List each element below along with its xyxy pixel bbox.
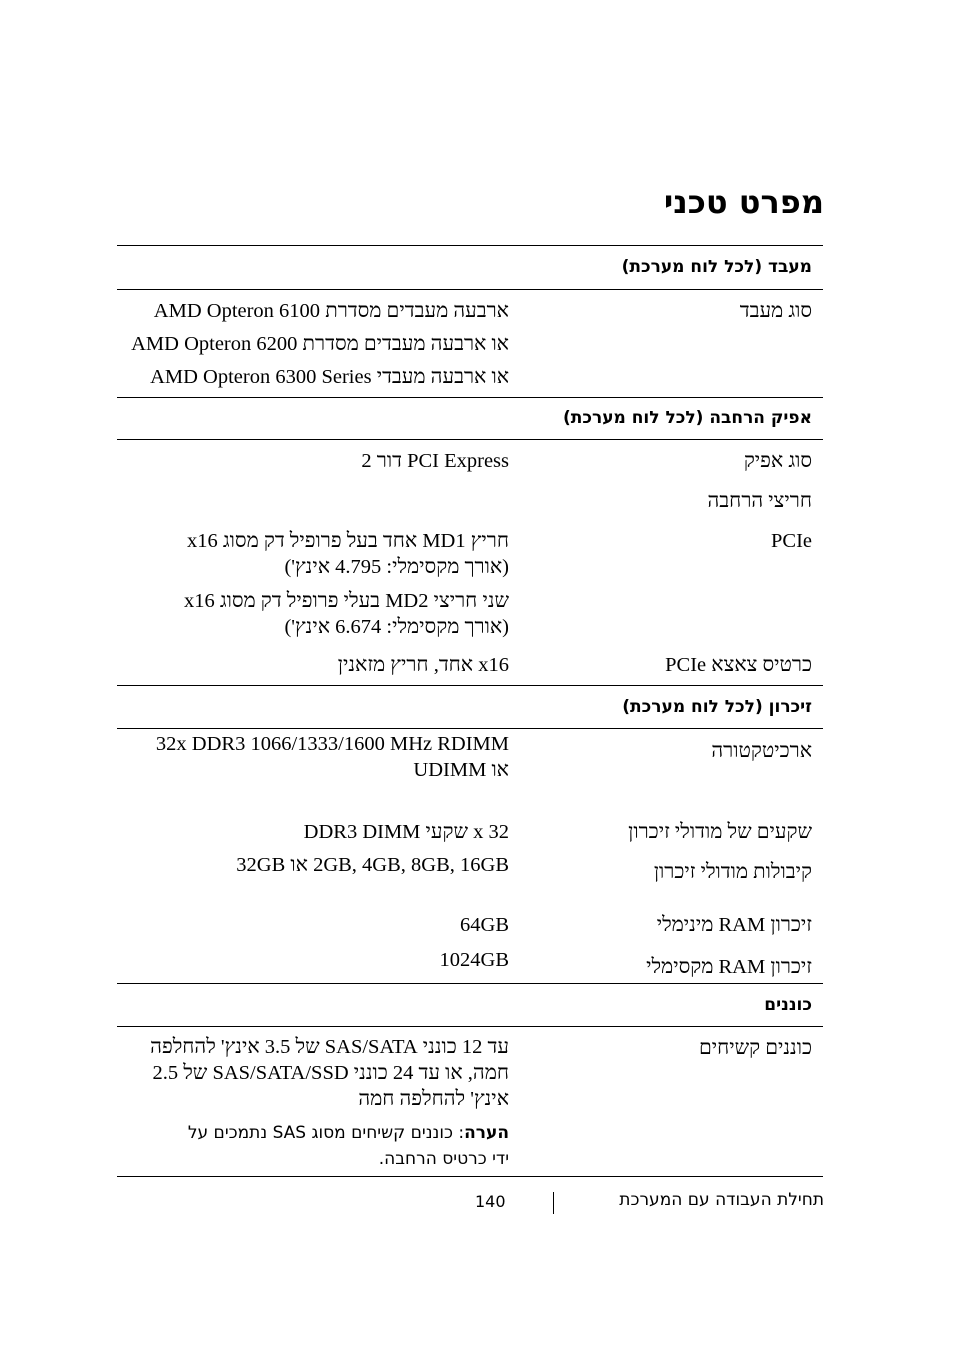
pcie-md1-line: חריץ MD1 אחד בעל פרופיל דק מסוג x16 [187,530,509,552]
pcie-md1-value [109,528,509,580]
table-rule [117,685,823,686]
memory-architecture-line: או UDIMM [413,759,509,781]
hard-drives-value [109,1034,509,1112]
hard-drives-line: אינץ' להחלפה חמה [358,1088,509,1110]
memory-sockets-label: שקעים של מודולי זיכרון [628,821,812,843]
processor-type-value: ארבעה מעבדים מסדרת AMD Opteron 6100 [153,300,509,322]
mezzanine-value: x16 אחד, חריץ מזאנין [337,654,509,676]
pcie-md1-line: (אורך מקסימלי: 4.795 אינץ') [284,556,509,578]
memory-architecture-value [109,731,509,783]
section-heading-processor: מעבד (לכל לוח מערכת) [621,257,812,277]
table-rule [117,439,823,440]
memory-architecture-label: ארכיטקטורה [711,740,812,762]
hard-drives-line: חמה, או עד 24 כונני SAS/SATA/SSD של 2.5 [152,1062,509,1084]
expansion-slots-label: חריצי הרחבה [707,490,812,512]
pcie-label: PCIe [771,530,812,552]
pcie-md2-line: (אורך מקסימלי: 6.674 אינץ') [284,616,509,638]
mezzanine-label: כרטיס צאצא PCIe [665,654,812,676]
processor-type-label: סוג מעבד [739,300,812,322]
section-heading-memory: זיכרון (לכל לוח מערכת) [622,697,812,717]
note-label: הערה [464,1123,509,1143]
max-ram-value: 1024GB [439,949,509,971]
table-rule [117,1026,823,1027]
pcie-md2-value [109,588,509,640]
drives-note [109,1120,509,1172]
note-text: : כוננים קשיחים מסוג SAS נתמכים על [187,1123,465,1143]
table-rule [117,397,823,398]
module-capacities-label: קיבולות מודולי זיכרון [653,861,812,883]
hard-drives-label: כוננים קשיחים [698,1037,812,1059]
table-rule [117,1176,823,1177]
processor-type-value: או ארבעה מעבדי AMD Opteron 6300 Series [150,366,509,388]
min-ram-value: 64GB [460,914,509,936]
bus-type-label: סוג אפיק [743,450,812,472]
bus-type-value: PCI Express דור 2 [361,450,509,472]
page-number: 140 [475,1192,506,1211]
processor-type-value: או ארבעה מעבדים מסדרת AMD Opteron 6200 [131,333,509,355]
drives-note-line: ידי כרטיס הרחבה. [378,1149,509,1169]
memory-architecture-line: 32x DDR3 1066/1333/1600 MHz RDIMM [155,733,509,755]
table-rule [117,245,823,246]
table-rule [117,983,823,984]
table-rule [117,728,823,729]
memory-sockets-value: 32 x שקעי DDR3 DIMM [303,821,509,843]
footer-separator [553,1192,554,1214]
page-title: מפרט טכני [663,183,824,221]
drives-note-line [109,1120,509,1146]
min-ram-label: זיכרון RAM מינימלי [656,914,812,936]
hard-drives-line: עד 12 כונני SAS/SATA של 3.5 אינץ' להחלפה [150,1036,509,1058]
pcie-md2-line: שני חריצי MD2 בעלי פרופיל דק מסוג x16 [183,590,509,612]
section-heading-drives: כוננים [764,995,812,1015]
footer-chapter-title: תחילת העבודה עם המערכת [619,1190,824,1210]
section-heading-expansion: אפיק הרחבה (לכל לוח מערכת) [562,408,812,428]
table-rule [117,289,823,290]
module-capacities-value: 2GB, 4GB, 8GB, 16GB או 32GB [236,854,509,876]
max-ram-label: זיכרון RAM מקסימלי [646,956,812,978]
